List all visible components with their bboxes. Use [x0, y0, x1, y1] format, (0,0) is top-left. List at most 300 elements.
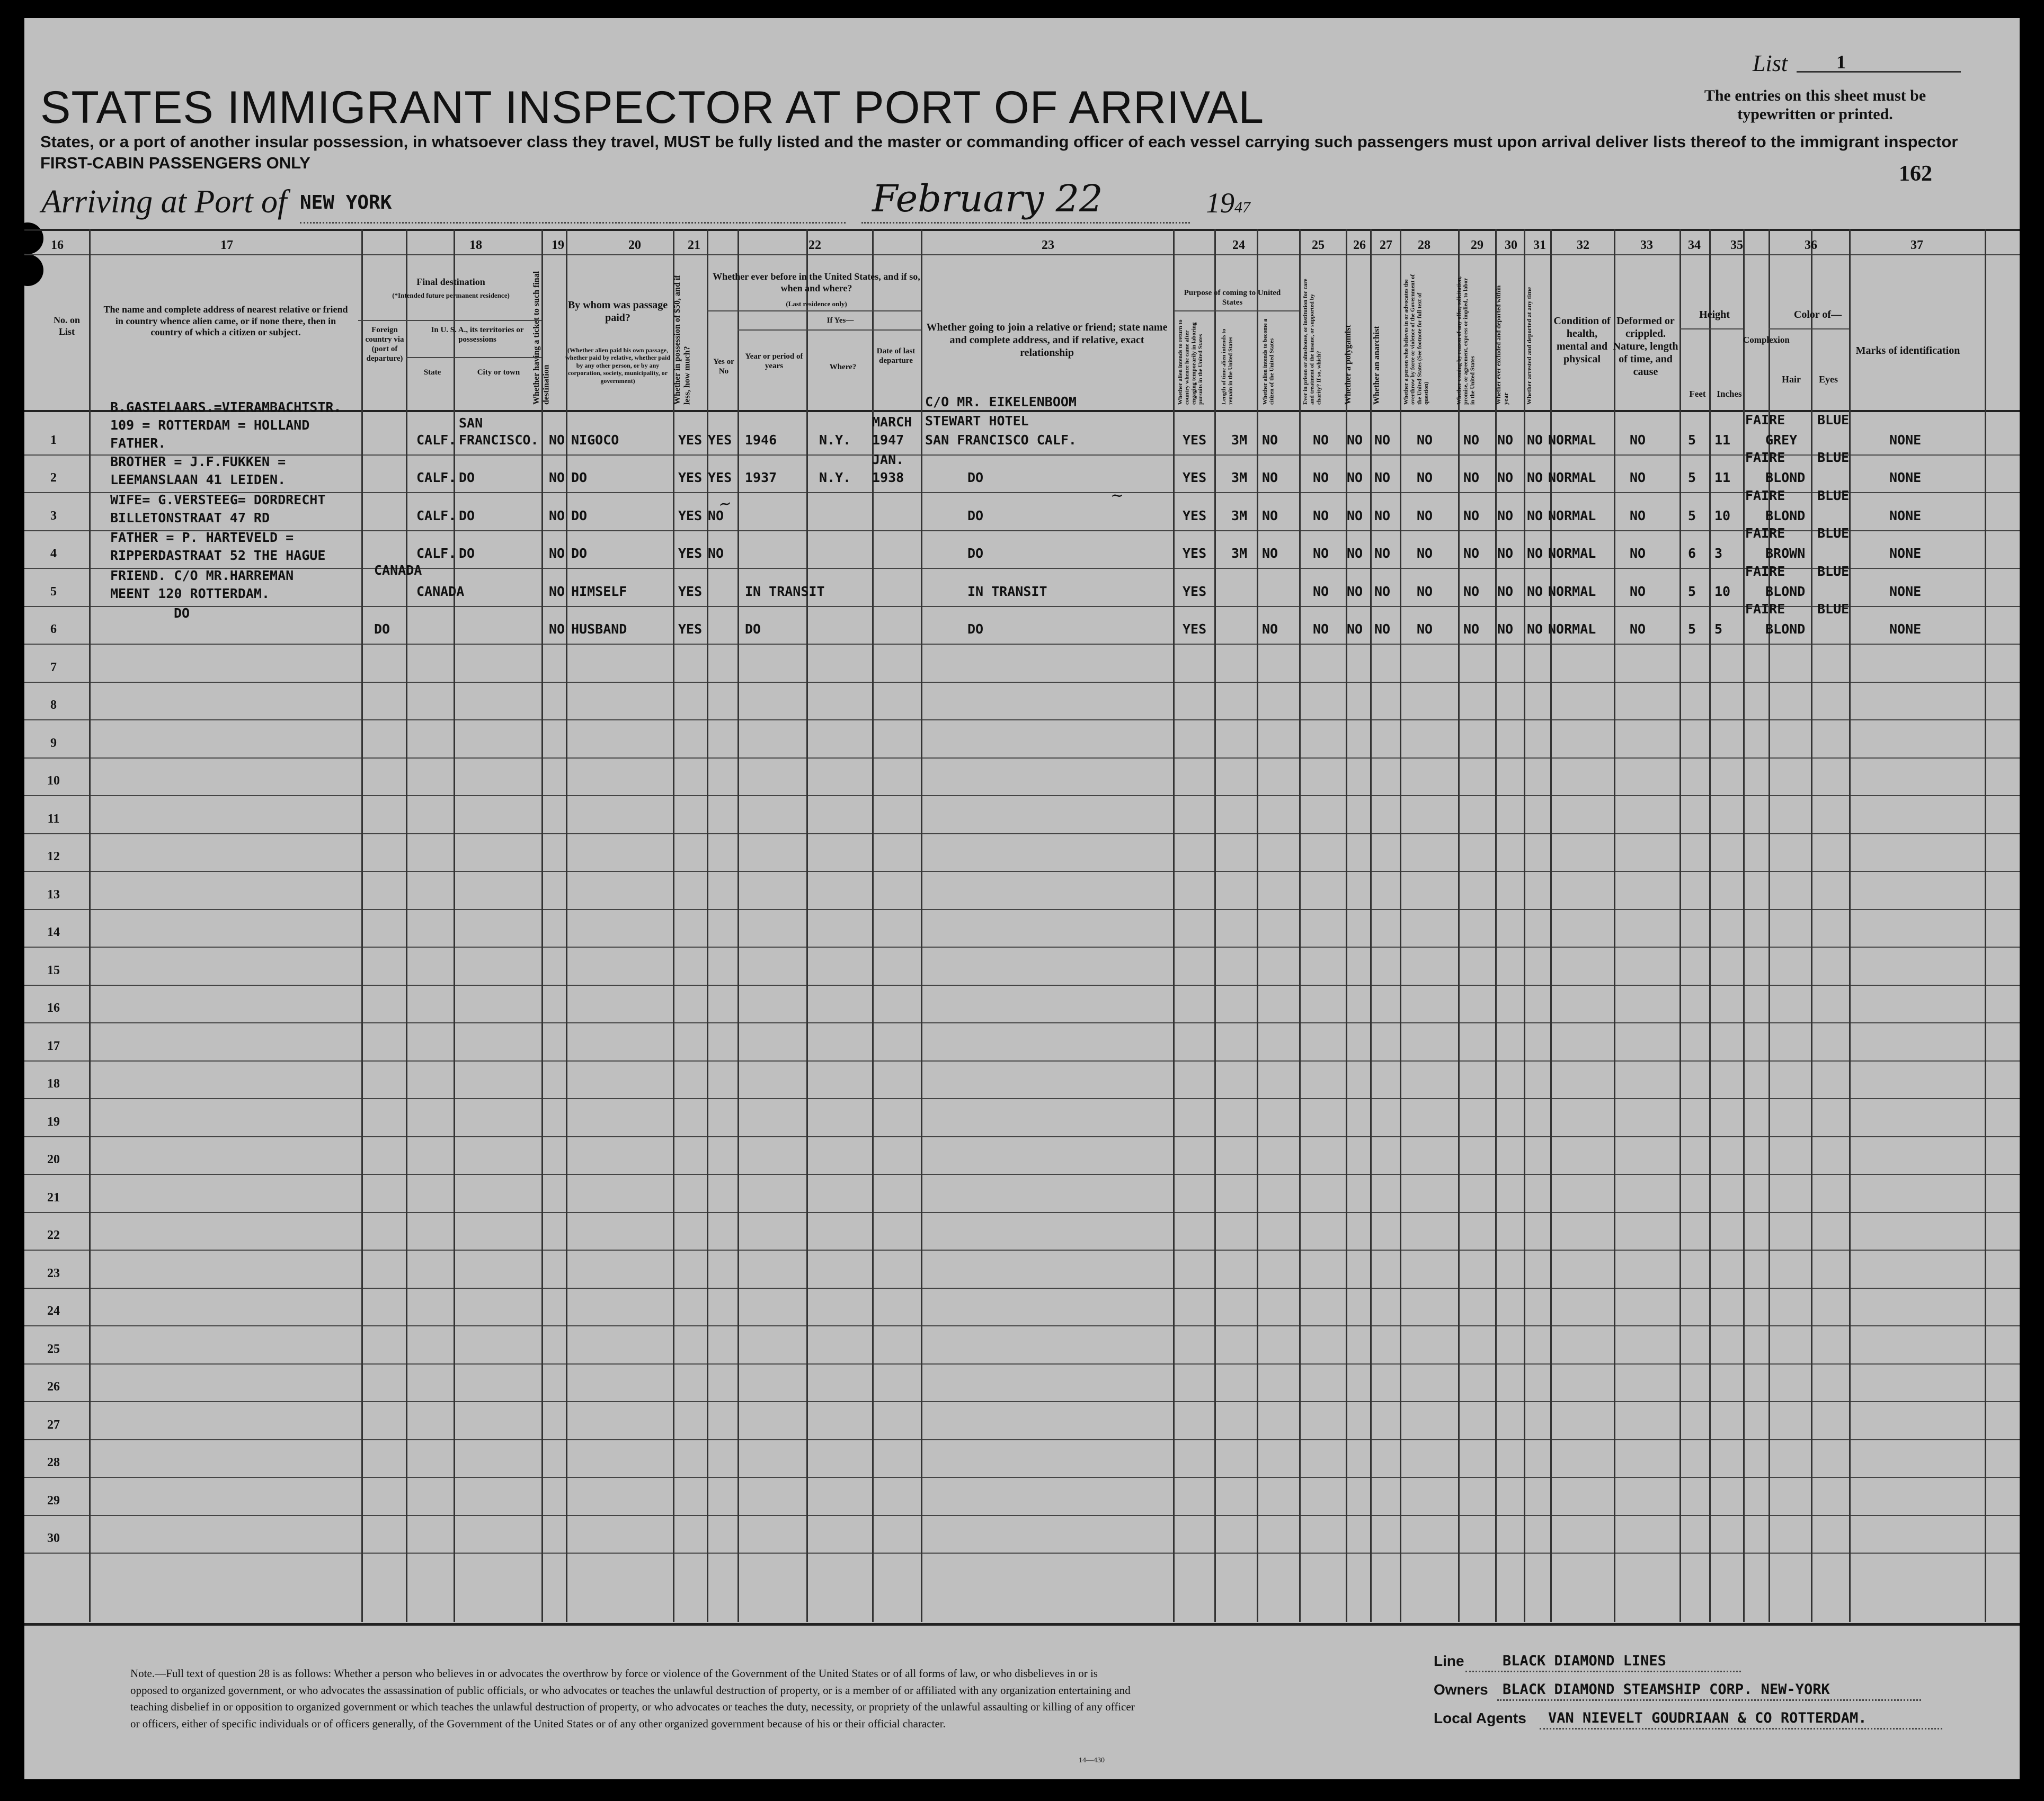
punch-hole: [24, 254, 43, 286]
column-number: 16: [51, 238, 64, 252]
ticket-value: NO: [549, 583, 565, 599]
hdr-purpose: Purpose of coming to United States: [1184, 289, 1281, 307]
row-rule: [24, 644, 2020, 645]
column-number: 21: [688, 238, 700, 252]
hdr-polygamist: Whether a polygamist: [1344, 325, 1353, 405]
row-number: 17: [47, 1039, 60, 1053]
form-title: STATES IMMIGRANT INSPECTOR AT PORT OF ARRIVAL: [40, 82, 1265, 133]
anarchist-value: NO: [1374, 507, 1391, 523]
arriving-label: Arriving at Port of: [41, 184, 287, 220]
row-number: 16: [47, 1001, 60, 1015]
excluded-value: NO: [1497, 583, 1514, 599]
condition-value: NORMAL: [1548, 507, 1596, 523]
column-rule: [1679, 229, 1681, 1622]
hdr-passage-paid: By whom was passage paid?: [567, 299, 668, 324]
passage-paid: DO: [571, 507, 588, 523]
row-rule: [24, 454, 2020, 456]
subrule: [707, 310, 921, 311]
column-number: 17: [220, 238, 233, 252]
deformed-value: NO: [1630, 507, 1646, 523]
column-rule: [1614, 229, 1615, 1622]
marks-value: NONE: [1889, 621, 1922, 637]
column-rule: [673, 229, 674, 1622]
overthrow-value: NO: [1417, 432, 1433, 448]
purpose-return: YES: [1183, 470, 1207, 485]
excluded-value: NO: [1497, 507, 1514, 523]
line-value: BLACK DIAMOND LINES: [1503, 1653, 1666, 1669]
row-number: 23: [47, 1266, 60, 1280]
column-rule: [1214, 229, 1216, 1622]
column-rule: [406, 229, 407, 1622]
arrested-value: NO: [1527, 583, 1543, 599]
row-number: 24: [47, 1304, 60, 1318]
hdr-height: Height: [1699, 309, 1730, 320]
row-number: 30: [47, 1531, 60, 1545]
hdr-inches: Inches: [1717, 389, 1742, 399]
year-period: IN TRANSIT: [745, 583, 825, 599]
column-rule: [1985, 229, 1986, 1622]
deformed-value: NO: [1630, 583, 1646, 599]
prison-value: NO: [1313, 621, 1329, 637]
subrule: [1768, 328, 1849, 329]
row-rule: [24, 682, 2020, 683]
condition-value: NORMAL: [1548, 470, 1596, 485]
labor-offer-value: NO: [1463, 621, 1480, 637]
relative-address-line: 109 = ROTTERDAM = HOLLAND: [110, 417, 310, 433]
row-number: 7: [50, 660, 57, 674]
money-value: YES: [678, 507, 703, 523]
hdr-city: City or town: [477, 368, 520, 377]
row-number: 13: [47, 887, 60, 902]
overthrow-value: NO: [1417, 546, 1433, 561]
row-number: 2: [50, 471, 57, 485]
column-rule: [1524, 229, 1525, 1622]
row-number: 10: [47, 774, 60, 788]
hdr-complexion: Complexion: [1743, 335, 1790, 345]
footnote: Note.—Full text of question 28 is as follows: Whether a person who believes in or advocates the overthrow by force or violence of the Government of the United States or of all forms of law, or who disbelieves in or is opposed to organized government, or who advocates the assassination of public officials, or who advocates or teaches the unlawful destruction of property, or is a member of or affiliated with any organization entertaining and teaching disbelief in or opposition to organized government or which teaches the unlawful destruction of property, or who advocates or teaches the duty, necessity, or propriety of the unlawful assaulting or killing of any officer or officers, either of specific individuals or of officers generally, of the Government of the United States or of any other organized government because of his or their official character.: [130, 1667, 1135, 1730]
row-number: 19: [47, 1115, 60, 1129]
row-rule: [24, 1325, 2020, 1326]
dest-state: CALF.: [416, 507, 457, 523]
dotted-line: [861, 222, 1190, 224]
dest-city: SAN: [459, 415, 483, 431]
row-rule: [24, 833, 2020, 834]
relative-address-line: FATHER = P. HARTEVELD =: [110, 530, 294, 545]
column-number: 20: [628, 238, 641, 252]
column-number: 24: [1232, 238, 1245, 252]
height-inches: 10: [1714, 507, 1731, 523]
money-value: YES: [678, 470, 703, 485]
purpose-return: YES: [1183, 546, 1207, 561]
overthrow-value: NO: [1417, 621, 1433, 637]
row-rule: [24, 757, 2020, 759]
before-us-value: YES: [708, 432, 732, 448]
overthrow-value: NO: [1417, 583, 1433, 599]
ticket-value: NO: [549, 546, 565, 561]
hdr-date-departure: Date of last departure: [876, 347, 916, 365]
dotted-line: [300, 222, 846, 224]
list-underline: [1797, 71, 1961, 73]
hdr-state: State: [423, 368, 441, 377]
condition-value: NORMAL: [1548, 621, 1596, 637]
row-rule: [24, 1060, 2020, 1062]
ticket-value: NO: [549, 470, 565, 485]
polygamist-value: NO: [1347, 583, 1363, 599]
purpose-citizen: NO: [1262, 546, 1278, 561]
polygamist-value: NO: [1347, 507, 1363, 523]
row-number: 6: [50, 622, 57, 636]
arrested-value: NO: [1527, 621, 1543, 637]
condition-value: NORMAL: [1548, 432, 1596, 448]
money-value: YES: [678, 583, 703, 599]
punch-hole: [24, 222, 43, 254]
hdr-relative-abroad: The name and complete address of nearest relative or friend in country whence alien came, or if none there, then in country of which a citizen or subject.: [103, 304, 348, 338]
anarchist-value: NO: [1374, 546, 1391, 561]
relative-address-line: FRIEND. C/O MR.HARREMAN: [110, 567, 294, 583]
column-rule: [921, 229, 922, 1622]
hair-value: BLOND: [1765, 470, 1806, 485]
dest-city: DO: [459, 546, 475, 561]
arrested-value: NO: [1527, 470, 1543, 485]
ticket-value: NO: [549, 507, 565, 523]
labor-offer-value: NO: [1463, 583, 1480, 599]
polygamist-value: NO: [1347, 470, 1363, 485]
arrested-value: NO: [1527, 432, 1543, 448]
column-rule: [541, 229, 543, 1622]
column-rule: [566, 229, 567, 1622]
prison-value: NO: [1313, 470, 1329, 485]
passage-paid: DO: [571, 470, 588, 485]
arrival-date: February 22: [872, 177, 1103, 220]
form-code: 14—430: [1079, 1757, 1105, 1764]
relative-address-line: WIFE= G.VERSTEEG= DORDRECHT: [110, 492, 326, 507]
column-rule: [1709, 229, 1711, 1622]
row-number: 8: [50, 698, 57, 712]
hdr-before-us-note: (Last residence only): [786, 300, 847, 308]
before-us-value: NO: [708, 546, 724, 561]
column-rule: [1400, 229, 1401, 1622]
column-number-rule: [24, 254, 2020, 255]
column-number: 27: [1380, 238, 1392, 252]
column-number: 30: [1505, 238, 1517, 252]
column-number: 32: [1577, 238, 1589, 252]
money-value: YES: [678, 621, 703, 637]
row-number: 18: [47, 1077, 60, 1091]
complexion-value: FAIRE: [1745, 563, 1785, 579]
column-number: 22: [808, 238, 821, 252]
row-rule: [24, 1401, 2020, 1402]
purpose-length: 3M: [1231, 432, 1248, 448]
row-rule: [24, 795, 2020, 796]
deformed-value: NO: [1630, 470, 1646, 485]
complexion-value: FAIRE: [1745, 487, 1785, 503]
row-rule: [24, 1439, 2020, 1440]
passage-paid: NIGOCO: [571, 432, 619, 448]
where-value: N.Y.: [819, 432, 851, 448]
arrival-year: [1206, 186, 1250, 219]
subrule: [1174, 310, 1299, 311]
column-rule: [89, 229, 91, 1622]
excluded-value: NO: [1497, 470, 1514, 485]
labor-offer-value: NO: [1463, 546, 1480, 561]
purpose-length: 3M: [1231, 546, 1248, 561]
purpose-return: YES: [1183, 621, 1207, 637]
row-rule: [24, 1174, 2020, 1175]
subrule: [406, 357, 541, 358]
height-feet: 5: [1688, 470, 1696, 485]
subrule: [358, 320, 541, 321]
hdr-anarchist: Whether an anarchist: [1372, 326, 1381, 405]
row-rule: [24, 719, 2020, 720]
dest-state: CALF.: [416, 470, 457, 485]
complexion-value: FAIRE: [1745, 601, 1785, 617]
hdr-arrested: Whether arrested and deported at any time: [1525, 287, 1533, 405]
overthrow-value: NO: [1417, 507, 1433, 523]
height-feet: 5: [1688, 621, 1696, 637]
hdr-eyes: Eyes: [1819, 374, 1838, 385]
row-number: 14: [47, 925, 60, 939]
height-inches: 3: [1714, 546, 1723, 561]
prison-value: NO: [1313, 432, 1329, 448]
row-rule: [24, 1363, 2020, 1365]
column-rule: [1458, 229, 1460, 1622]
agents-value: VAN NIEVELT GOUDRIAAN & CO ROTTERDAM.: [1548, 1710, 1867, 1726]
row-number: 5: [50, 584, 57, 599]
passage-paid: HUSBAND: [571, 621, 627, 637]
year-suffix: 47: [1234, 199, 1250, 216]
hdr-deformed: Deformed or crippled. Nature, length of time, and cause: [1613, 315, 1678, 378]
hdr-year-period: Year or period of years: [745, 352, 803, 370]
list-label: List: [1753, 50, 1788, 76]
year-period: 1946: [745, 432, 777, 448]
height-inches: 10: [1714, 583, 1731, 599]
hdr-where: Where?: [829, 363, 857, 371]
before-us-value: NO: [708, 507, 724, 523]
marks-value: NONE: [1889, 507, 1922, 523]
eyes-value: BLUE: [1817, 563, 1850, 579]
row-rule: [24, 1515, 2020, 1516]
eyes-value: BLUE: [1817, 412, 1850, 427]
departure-date: 1938: [872, 470, 904, 485]
polygamist-value: NO: [1347, 621, 1363, 637]
hdr-final-destination-note: (*Intended future permanent residence): [392, 291, 510, 299]
hdr-no-on-list: No. on List: [53, 315, 80, 337]
row-number: 11: [47, 812, 60, 826]
prison-value: NO: [1313, 507, 1329, 523]
hdr-if-yes: If Yes—: [827, 316, 854, 325]
purpose-return: YES: [1183, 507, 1207, 523]
join-relative: STEWART HOTEL: [925, 413, 1029, 429]
column-rule: [1173, 229, 1175, 1622]
hair-value: GREY: [1765, 432, 1798, 448]
polygamist-value: NO: [1347, 546, 1363, 561]
row-rule: [24, 530, 2020, 531]
dest-city: DO: [459, 507, 475, 523]
relative-address-line: B.GASTELAARS.=VIERAMBACHTSTR.: [110, 399, 342, 415]
row-number: 26: [47, 1380, 60, 1394]
column-number: 29: [1471, 238, 1483, 252]
marks-value: NONE: [1889, 546, 1922, 561]
row-number: 1: [50, 433, 57, 447]
ticket-value: NO: [549, 432, 565, 448]
subrule: [737, 329, 921, 331]
hdr-purpose-a: Whether alien intends to return to country whence he came after engaging temporarily in laboring pursuits in the United States: [1177, 319, 1204, 405]
column-number: 35: [1730, 238, 1743, 252]
table-top-rule: [24, 229, 2020, 231]
overthrow-value: NO: [1417, 470, 1433, 485]
row-number: 20: [47, 1153, 60, 1166]
handwritten-annotation: ~: [1110, 486, 1124, 505]
row-number: 9: [50, 736, 57, 750]
column-number: 26: [1353, 238, 1366, 252]
relative-address-line: BILLETONSTRAAT 47 RD: [110, 510, 270, 525]
height-feet: 5: [1688, 583, 1696, 599]
foreign-country: DO: [374, 621, 390, 637]
entries-note: The entries on this sheet must be typewritten or printed.: [1704, 87, 1926, 123]
height-inches: 11: [1714, 432, 1731, 448]
class-line: FIRST-CABIN PASSENGERS ONLY: [40, 154, 310, 172]
hdr-hair: Hair: [1782, 374, 1801, 385]
labor-offer-value: NO: [1463, 432, 1480, 448]
column-rule: [1743, 229, 1745, 1622]
relative-address-line: MEENT 120 ROTTERDAM.: [110, 585, 270, 601]
row-number: 22: [47, 1228, 60, 1242]
column-number: 31: [1533, 238, 1546, 252]
before-us-value: YES: [708, 470, 732, 485]
marks-value: NONE: [1889, 583, 1922, 599]
row-rule: [24, 1553, 2020, 1554]
hdr-feet: Feet: [1689, 389, 1706, 399]
row-rule: [24, 1288, 2020, 1289]
departure-date: JAN.: [872, 452, 904, 467]
column-number: 37: [1910, 238, 1923, 252]
excluded-value: NO: [1497, 546, 1514, 561]
column-number: 25: [1312, 238, 1325, 252]
column-rule: [1370, 229, 1372, 1622]
join-relative: DO: [967, 507, 984, 523]
row-number: 3: [50, 509, 57, 523]
where-value: N.Y.: [819, 470, 851, 485]
column-rule: [1257, 229, 1258, 1622]
row-rule: [24, 1250, 2020, 1251]
purpose-citizen: NO: [1262, 621, 1278, 637]
eyes-value: BLUE: [1817, 487, 1850, 503]
year-prefix: 19: [1206, 187, 1234, 219]
hdr-money: Whether in possession of $50, and if less, how much?: [673, 275, 692, 405]
purpose-return: YES: [1183, 583, 1207, 599]
prison-value: NO: [1313, 546, 1329, 561]
labor-offer-value: NO: [1463, 470, 1480, 485]
row-rule: [24, 947, 2020, 948]
row-number: 28: [47, 1456, 60, 1469]
anarchist-value: NO: [1374, 432, 1391, 448]
manifest-sheet: [24, 18, 2020, 1779]
dest-city: FRANCISCO.: [459, 432, 539, 448]
prison-value: NO: [1313, 583, 1329, 599]
passage-paid: DO: [571, 546, 588, 561]
row-rule: [24, 985, 2020, 986]
hdr-purpose-b: Length of time alien intends to remain in the United States: [1221, 328, 1234, 405]
height-inches: 5: [1714, 621, 1723, 637]
departure-date: 1947: [872, 432, 904, 448]
complexion-value: FAIRE: [1745, 525, 1785, 541]
hdr-condition: Condition of health, mental and physical: [1553, 315, 1611, 365]
column-rule: [1299, 229, 1301, 1622]
purpose-return: YES: [1183, 432, 1207, 448]
hdr-in-usa: In U. S. A., its territories or possessions: [431, 326, 524, 344]
row-rule: [24, 1136, 2020, 1137]
column-number: 28: [1418, 238, 1430, 252]
row-number: 4: [50, 547, 57, 560]
hair-value: BLOND: [1765, 507, 1806, 523]
relative-address-line: FATHER.: [110, 435, 166, 451]
row-number: 27: [47, 1417, 60, 1432]
handwritten-annotation: ~: [717, 494, 733, 514]
subrule: [1679, 328, 1743, 329]
hdr-before-us: Whether ever before in the United States, and if so, when and where?: [713, 271, 920, 293]
hdr-color-of: Color of—: [1793, 309, 1842, 320]
year-period: DO: [745, 621, 761, 637]
column-number: 23: [1042, 238, 1054, 252]
purpose-citizen: NO: [1262, 507, 1278, 523]
anarchist-value: NO: [1374, 470, 1391, 485]
hdr-ticket: Whether having a ticket to such final destination: [532, 271, 551, 405]
page-number: 162: [1899, 162, 1932, 186]
arrested-value: NO: [1527, 507, 1543, 523]
dotted-line: [1465, 1671, 1741, 1672]
dest-city: DO: [459, 470, 475, 485]
column-rule: [737, 229, 739, 1622]
hair-value: BROWN: [1765, 546, 1806, 561]
anarchist-value: NO: [1374, 583, 1391, 599]
arrested-value: NO: [1527, 546, 1543, 561]
hdr-yes-no: Yes or No: [713, 358, 734, 376]
owners-value: BLACK DIAMOND STEAMSHIP CORP. NEW-YORK: [1503, 1681, 1830, 1698]
row-number: 25: [47, 1342, 60, 1356]
join-relative: DO: [967, 546, 984, 561]
join-relative: DO: [967, 621, 984, 637]
row-rule: [24, 871, 2020, 872]
table-bottom-rule: [24, 1623, 2020, 1626]
column-number: 34: [1688, 238, 1701, 252]
hdr-final-destination: Final destination: [416, 277, 485, 287]
join-relative: SAN FRANCISCO CALF.: [925, 432, 1077, 448]
dest-state: CANADA: [416, 583, 465, 599]
height-feet: 5: [1688, 507, 1696, 523]
column-rule: [806, 229, 808, 1622]
column-rule: [1811, 229, 1812, 1622]
marks-value: NONE: [1889, 470, 1922, 485]
row-number: 29: [47, 1493, 60, 1508]
polygamist-value: NO: [1347, 432, 1363, 448]
column-rule: [1849, 229, 1851, 1622]
excluded-value: NO: [1497, 432, 1514, 448]
passage-paid: HIMSELF: [571, 583, 627, 599]
row-rule: [24, 1098, 2020, 1099]
column-number: 19: [552, 238, 564, 252]
condition-value: NORMAL: [1548, 546, 1596, 561]
list-number: 1: [1836, 51, 1846, 73]
ticket-value: NO: [549, 621, 565, 637]
deformed-value: NO: [1630, 432, 1646, 448]
year-period: 1937: [745, 470, 777, 485]
condition-value: NORMAL: [1548, 583, 1596, 599]
hdr-excluded: Whether ever excluded and deported within year: [1495, 285, 1509, 405]
anarchist-value: NO: [1374, 621, 1391, 637]
dotted-line: [1497, 1699, 1921, 1701]
form-subtitle: States, or a port of another insular possession, in whatsoever class they travel, MUST be fully listed and the master or commanding officer of each vessel carrying such passengers must upon arrival deliver lists thereof to the immigrant inspector: [40, 132, 1958, 151]
join-relative: IN TRANSIT: [967, 583, 1047, 599]
